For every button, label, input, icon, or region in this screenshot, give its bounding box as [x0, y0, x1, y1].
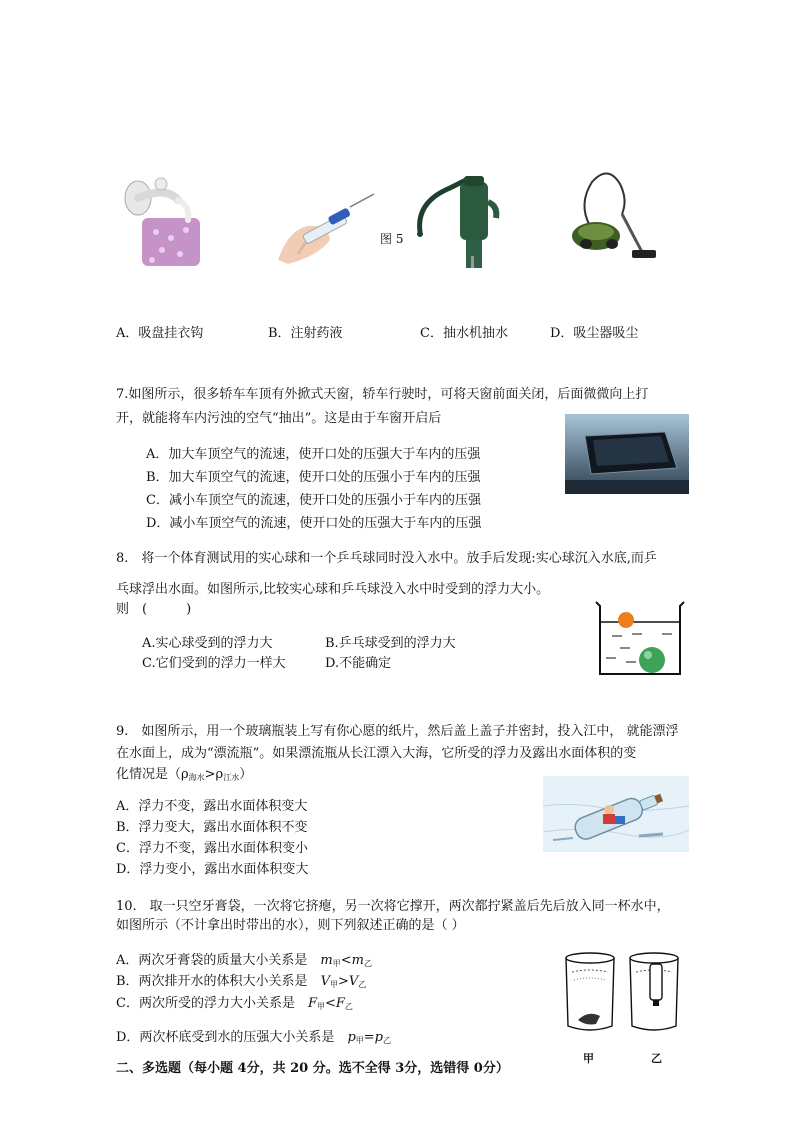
q6-option-c: C．抽水机抽水 — [420, 326, 508, 341]
q8-stem-line3: 则 ( ) — [116, 602, 192, 617]
q9-option-c: C．浮力不变，露出水面体积变小 — [116, 841, 308, 856]
q6-option-d: D．吸尘器吸尘 — [550, 326, 639, 341]
q8-option-d: D.不能确定 — [325, 656, 392, 671]
q10-stem-line1: 10. 取一只空牙膏袋，一次将它挤瘪，另一次将它撑开，两次都拧紧盖后先后放入同一杯水中， — [116, 899, 670, 914]
q9-option-d: D．浮力变小，露出水面体积变大 — [116, 862, 309, 877]
q7-stem-line1: 7.如图所示，很多轿车车顶有外掀式天窗，轿车行驶时，可将天窗前面关闭，后面微微向上打 — [116, 387, 649, 402]
q6-option-b: B．注射药液 — [268, 326, 343, 341]
q8-stem-line2: 乓球浮出水面。如图所示,比较实心球和乒乓球没入水中时受到的浮力大小。 — [116, 582, 550, 597]
syringe-image — [268, 190, 380, 266]
q6-option-a: A．吸盘挂衣钩 — [116, 326, 204, 341]
q10-option-c: C．两次所受的浮力大小关系是 $F_甲<F_乙$ — [116, 996, 353, 1011]
q10-option-a: A．两次牙膏袋的质量大小关系是 $m_甲<m_乙$ — [116, 953, 372, 968]
q9-stem-line3: 化情况是$(\rho_{海水}>\rho_{江水})$ — [116, 767, 253, 782]
q10-option-b: B．两次排开水的体积大小关系是 $V_甲>V_乙$ — [116, 974, 367, 989]
q8-option-b: B.乒乓球受到的浮力大 — [325, 636, 456, 651]
figure5-label: 图 5 — [380, 232, 404, 246]
q7-option-c: C．减小车顶空气的流速，使开口处的压强小于车内的压强 — [146, 493, 481, 508]
fig-label-jia: 甲 — [583, 1052, 594, 1065]
q10-option-d: D．两次杯底受到水的压强大小关系是 $p_甲=p_乙$ — [116, 1030, 391, 1045]
toothpaste-cups-image — [560, 950, 690, 1046]
vacuum-cleaner-image — [568, 164, 672, 264]
fig-label-yi: 乙 — [651, 1052, 662, 1065]
q7-option-a: A．加大车顶空气的流速，使开口处的压强大于车内的压强 — [146, 447, 481, 462]
q9-option-b: B．浮力变大，露出水面体积不变 — [116, 820, 308, 835]
beaker-balls-image — [592, 600, 688, 678]
q8-option-a: A.实心球受到的浮力大 — [142, 636, 273, 651]
q9-stem-line1: 9. 如图所示，用一个玻璃瓶装上写有你心愿的纸片，然后盖上盖子并密封，投入江中， 就能漂浮 — [116, 724, 679, 739]
q10-stem-line2: 如图所示（不计拿出时带出的水），则下列叙述正确的是（ ） — [116, 918, 465, 933]
q8-stem-line1: 8. 将一个体育测试用的实心球和一个乒乓球同时没入水中。放手后发现:实心球沉入水底,而乒 — [116, 551, 657, 566]
suction-hook-image — [116, 176, 208, 266]
section2-heading: 二、多选题（每小题 4分，共 20 分。选不全得 3分，选错得 0分） — [116, 1061, 509, 1076]
q7-option-d: D．减小车顶空气的流速，使开口处的压强大于车内的压强 — [146, 516, 482, 531]
car-sunroof-image — [565, 414, 689, 494]
q7-stem-line2: 开，就能将车内污浊的空气“抽出”。这是由于车窗开启后 — [116, 411, 442, 426]
q9-option-a: A．浮力不变，露出水面体积变大 — [116, 799, 308, 814]
drift-bottle-image — [543, 776, 689, 852]
water-pump-image — [410, 172, 502, 268]
q8-option-c: C.它们受到的浮力一样大 — [142, 656, 286, 671]
q7-option-b: B．加大车顶空气的流速，使开口处的压强小于车内的压强 — [146, 470, 481, 485]
q9-stem-line2: 在水面上，成为“漂流瓶”。如果漂流瓶从长江漂入大海，它所受的浮力及露出水面体积的变 — [116, 746, 637, 761]
